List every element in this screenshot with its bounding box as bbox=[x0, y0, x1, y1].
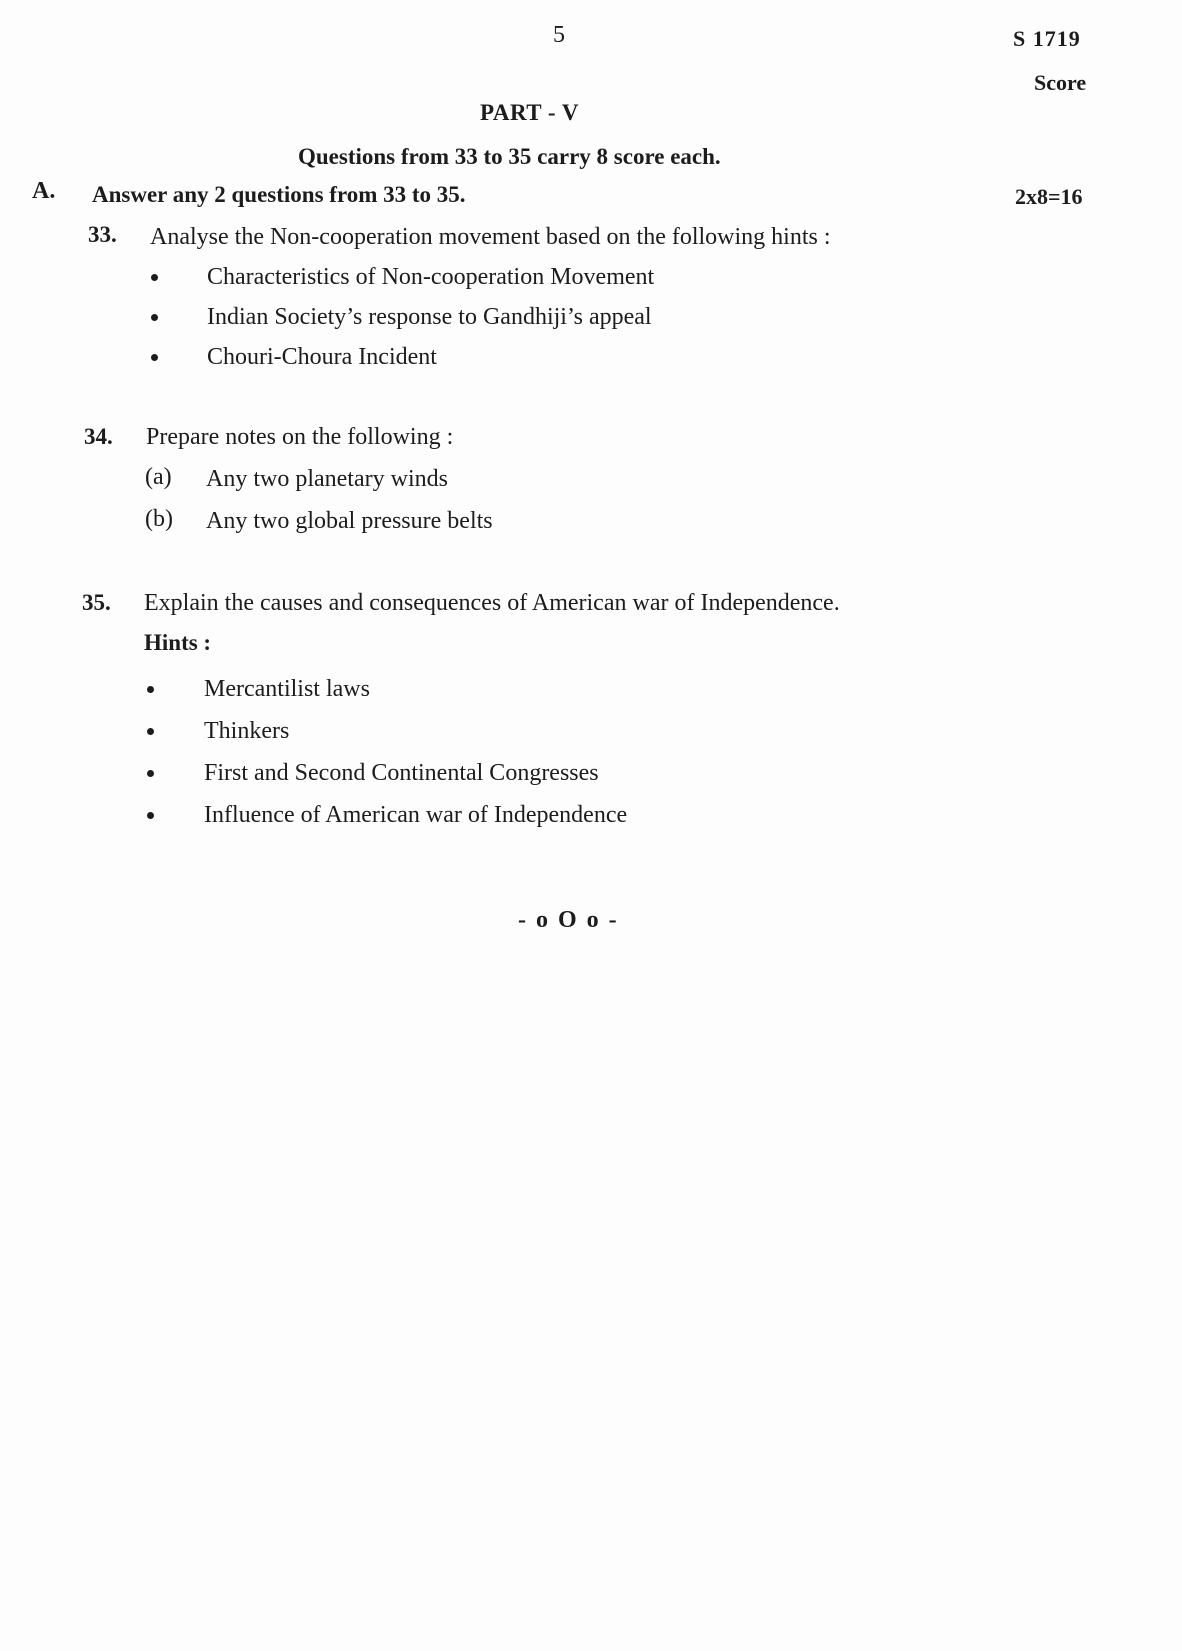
page-number: 5 bbox=[553, 22, 565, 48]
bullet-icon bbox=[151, 314, 158, 321]
bullet-icon bbox=[147, 686, 154, 693]
question-number: 34. bbox=[84, 424, 113, 449]
bullet-icon bbox=[147, 770, 154, 777]
question-text: Analyse the Non-cooperation movement based on the following hints : bbox=[150, 224, 831, 250]
question-number: 33. bbox=[88, 222, 117, 247]
question-text: Explain the causes and consequences of American war of Independence. bbox=[144, 590, 840, 616]
score-column-label: Score bbox=[1034, 70, 1087, 95]
hint-item: First and Second Continental Congresses bbox=[204, 760, 599, 786]
hint-item: Mercantilist laws bbox=[204, 676, 370, 702]
bullet-icon bbox=[151, 354, 158, 361]
question-number: 35. bbox=[82, 590, 111, 615]
hint-item: Chouri-Choura Incident bbox=[207, 344, 437, 370]
hint-item: Characteristics of Non-cooperation Movement bbox=[207, 264, 655, 290]
section-letter: A. bbox=[32, 178, 56, 204]
bullet-icon bbox=[147, 812, 154, 819]
subitem-label: (b) bbox=[145, 506, 173, 532]
bullet-icon bbox=[147, 728, 154, 735]
paper-code: S 1719 bbox=[1013, 26, 1081, 51]
hint-item: Indian Society’s response to Gandhiji’s appeal bbox=[207, 304, 652, 330]
subitem-label: (a) bbox=[145, 464, 172, 490]
part-instruction: Questions from 33 to 35 carry 8 score each. bbox=[298, 144, 721, 169]
bullet-icon bbox=[151, 274, 158, 281]
question-text: Prepare notes on the following : bbox=[146, 424, 454, 450]
subitem-text: Any two global pressure belts bbox=[206, 508, 493, 534]
part-title: PART - V bbox=[480, 100, 580, 125]
hint-item: Influence of American war of Independence bbox=[204, 802, 628, 828]
hint-item: Thinkers bbox=[204, 718, 290, 744]
subitem-text: Any two planetary winds bbox=[206, 466, 448, 492]
section-score: 2x8=16 bbox=[1015, 184, 1083, 209]
section-instruction: Answer any 2 questions from 33 to 35. bbox=[92, 182, 466, 207]
hints-label: Hints : bbox=[144, 630, 212, 655]
end-of-paper-mark: - o O o - bbox=[518, 907, 619, 933]
